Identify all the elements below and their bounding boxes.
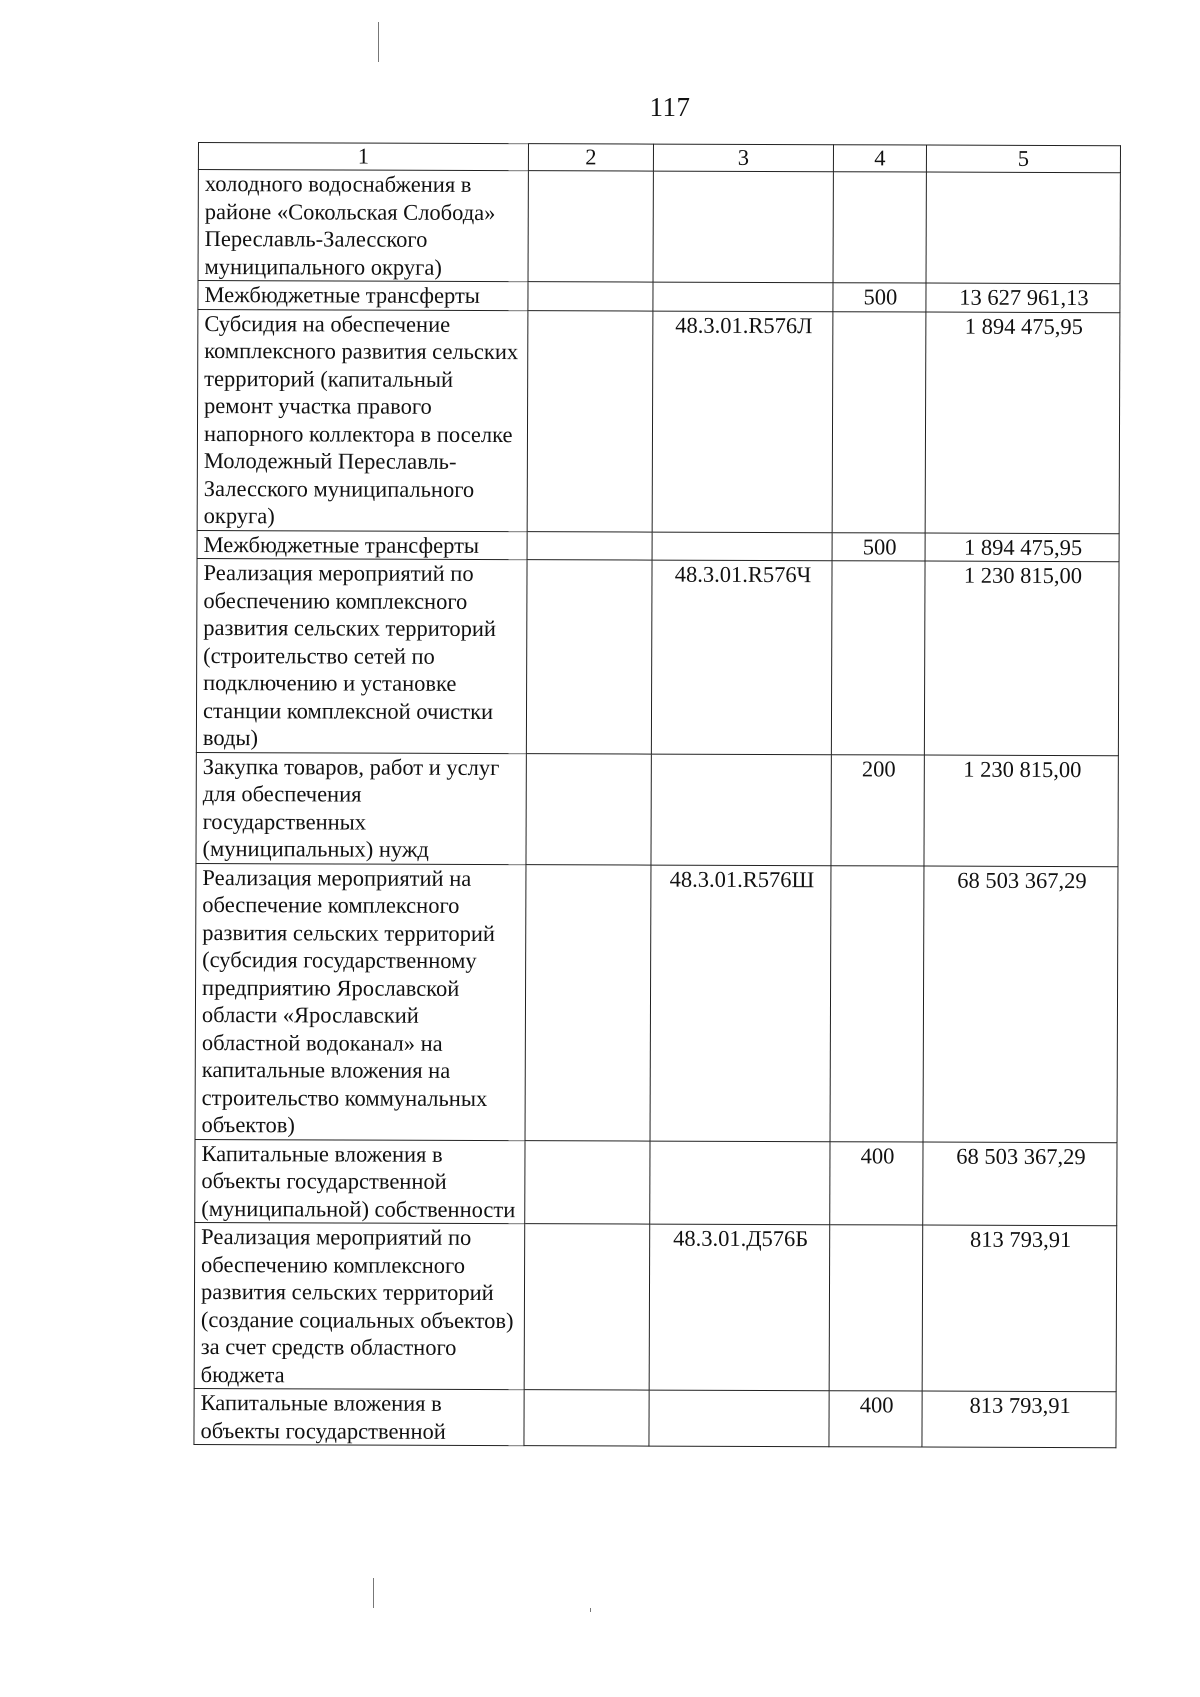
row-type: 500 [832, 532, 925, 561]
row-name: Капитальные вложения в объекты государственной [194, 1388, 524, 1445]
row-col2 [524, 1390, 649, 1446]
row-sum: 813 793,91 [922, 1225, 1117, 1392]
row-type: 500 [833, 283, 926, 312]
row-name: холодного водоснабжения в районе «Сокольская Слобода» Переславль-Залесского муниципального округа) [198, 170, 528, 282]
table-row [198, 170, 1120, 284]
page-number: 117 [649, 92, 691, 122]
table-row [196, 752, 1118, 866]
table-row [194, 1222, 1117, 1391]
row-code [653, 282, 833, 311]
row-code: 48.3.01.R576Ш [650, 865, 831, 1142]
scan-speck [590, 1608, 591, 1612]
row-type: 200 [831, 754, 924, 865]
table-row [198, 281, 1120, 313]
scan-speck [378, 22, 379, 62]
row-type [829, 1225, 923, 1391]
row-name: Межбюджетные трансферты [198, 281, 528, 311]
row-type [831, 561, 925, 755]
row-sum [926, 172, 1120, 284]
table-row [195, 1139, 1117, 1226]
column-header: 5 [926, 145, 1120, 173]
row-sum: 1 230 815,00 [924, 755, 1118, 867]
table-row [196, 558, 1119, 755]
row-col2 [524, 1224, 650, 1390]
row-code [649, 1390, 829, 1447]
row-code [651, 754, 831, 866]
row-name: Реализация мероприятий по обеспечению комплексного развития сельских территорий (строительство сетей по подключению и установке станции комплексной очистки воды) [196, 558, 527, 753]
row-type [832, 311, 926, 532]
row-sum: 13 627 961,13 [926, 283, 1120, 312]
row-code [652, 532, 832, 561]
row-col2 [528, 282, 653, 311]
row-type: 400 [830, 1141, 923, 1225]
row-code [650, 1141, 830, 1225]
row-col2 [526, 560, 652, 754]
scan-speck [373, 1578, 374, 1608]
row-type [833, 172, 926, 283]
row-col2 [525, 864, 651, 1140]
row-code [653, 171, 833, 283]
row-sum: 1 230 815,00 [924, 561, 1119, 755]
table-row [197, 309, 1120, 533]
row-sum: 68 503 367,29 [923, 1142, 1117, 1226]
row-sum: 813 793,91 [922, 1391, 1116, 1448]
row-name: Реализация мероприятий на обеспечение комплексного развития сельских территорий (субсидия государственному предприятию Ярославской области «Ярославский областной водоканал» на капитальные вложения на строительство коммунальных объектов) [195, 863, 526, 1140]
column-header: 2 [528, 144, 653, 171]
row-code: 48.3.01.R576Ч [651, 560, 832, 754]
row-type [830, 865, 924, 1141]
row-name: Межбюджетные трансферты [197, 530, 527, 560]
column-header: 3 [653, 144, 833, 172]
row-code: 48.3.01.Д576Б [649, 1224, 830, 1391]
row-sum: 1 894 475,95 [925, 312, 1120, 534]
column-header: 1 [198, 143, 528, 171]
row-name: Капитальные вложения в объекты государственной (муниципальной) собственности [195, 1139, 525, 1224]
row-col2 [526, 753, 651, 864]
row-type: 400 [829, 1391, 922, 1447]
table-row [195, 863, 1118, 1142]
budget-table [193, 142, 1121, 1448]
row-name: Субсидия на обеспечение комплексного развития сельских территорий (капитальный ремонт участка правого напорного коллектора в поселке Молодежный Переславль-Залесского муниципального округа) [197, 309, 528, 531]
column-header: 4 [833, 145, 926, 172]
row-name: Реализация мероприятий по обеспечению комплексного развития сельских территорий (создание социальных объектов) за счет средств областного бюджета [194, 1222, 525, 1389]
row-col2 [527, 310, 653, 531]
row-col2 [525, 1140, 650, 1224]
table-header-row [198, 143, 1120, 173]
row-col2 [528, 171, 653, 282]
table-row [197, 530, 1119, 562]
row-sum: 68 503 367,29 [923, 866, 1118, 1143]
table-row [194, 1388, 1116, 1447]
row-sum: 1 894 475,95 [925, 533, 1119, 562]
row-code: 48.3.01.R576Л [652, 311, 833, 533]
row-name: Закупка товаров, работ и услуг для обеспечения государственных (муниципальных) нужд [196, 752, 526, 864]
row-col2 [527, 531, 652, 560]
